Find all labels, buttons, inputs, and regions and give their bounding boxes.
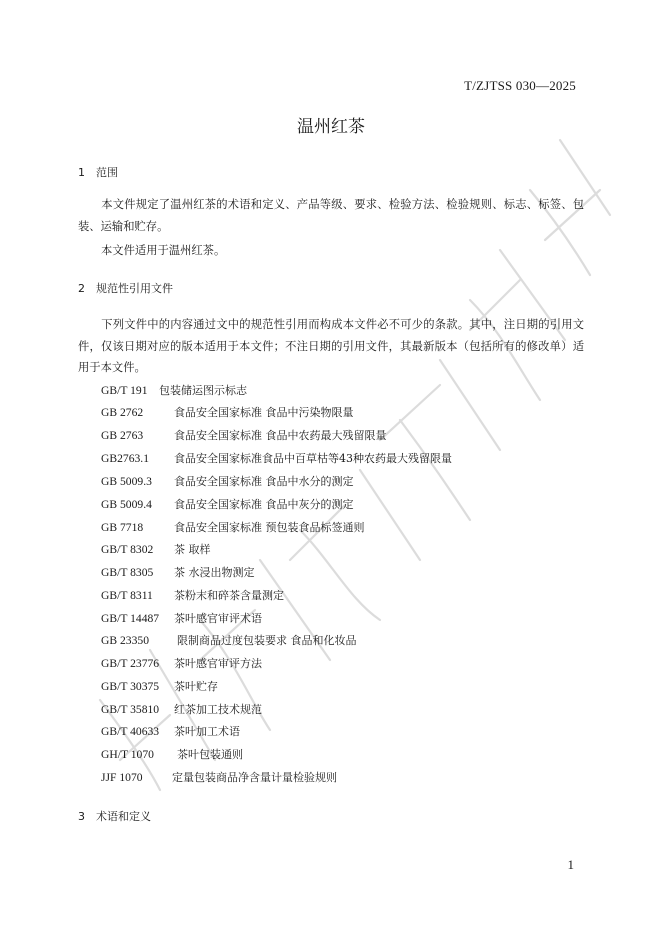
reference-item xyxy=(101,451,452,467)
reference-item xyxy=(101,428,387,444)
reference-item xyxy=(101,474,354,490)
reference-code: JJF 1070 xyxy=(101,771,143,784)
scope-paragraph-1 xyxy=(78,194,584,237)
reference-code: GB2763.1 xyxy=(101,452,149,465)
reference-title: 食品安全国家标准 食品中水分的测定 xyxy=(174,475,354,488)
reference-code: GB/T 14487 xyxy=(101,612,160,625)
reference-code: GB 5009.3 xyxy=(101,475,152,488)
page-number: 1 xyxy=(567,857,574,872)
section-heading-terms-definitions xyxy=(78,808,151,824)
reference-code: GB 7718 xyxy=(101,521,144,534)
reference-title: 茶叶感官审评术语 xyxy=(174,612,262,625)
scope-text-2: 本文件适用于温州红茶。 xyxy=(101,244,226,257)
reference-title: 茶叶包装通则 xyxy=(177,748,243,761)
reference-title: 茶叶加工术语 xyxy=(174,725,240,738)
reference-title: 包装储运图示标志 xyxy=(159,384,247,397)
reference-code: GB/T 8311 xyxy=(101,589,153,602)
reference-title: 食品安全国家标准 预包装食品标签通则 xyxy=(174,521,365,534)
section-title: 规范性引用文件 xyxy=(96,282,173,295)
reference-item xyxy=(101,588,284,604)
reference-code: GB/T 35810 xyxy=(101,703,160,716)
page-title: 温州红茶 xyxy=(297,117,365,137)
scope-paragraph-2 xyxy=(78,240,584,262)
section-number: 1 xyxy=(78,166,85,179)
reference-item xyxy=(101,405,354,421)
reference-item xyxy=(101,497,354,513)
section-number: 3 xyxy=(78,810,85,823)
reference-item xyxy=(101,611,262,627)
reference-item xyxy=(101,702,262,718)
reference-item xyxy=(101,542,211,558)
reference-code: GB 5009.4 xyxy=(101,498,152,511)
reference-item xyxy=(101,565,255,581)
reference-title: 红茶加工技术规范 xyxy=(174,703,262,716)
reference-code: GB 2762 xyxy=(101,406,144,419)
reference-code: GB 2763 xyxy=(101,429,144,442)
reference-title: 茶叶感官审评方法 xyxy=(174,657,262,670)
reference-code: GB/T 23776 xyxy=(101,657,160,670)
reference-item xyxy=(101,724,240,740)
reference-code: GB 23350 xyxy=(101,634,149,647)
normative-intro-text: 下列文件中的内容通过文中的规范性引用而构成本文件必不可少的条款。其中，注日期的引用文件，仅该日期对应的版本适用于本文件；不注日期的引用文件，其最新版本（包括所有的修改单）适用于本文件。 xyxy=(78,318,584,374)
reference-title: 茶叶贮存 xyxy=(174,680,218,693)
reference-title: 食品安全国家标准食品中百草枯等43种农药最大残留限量 xyxy=(174,452,452,465)
reference-title: 定量包装商品净含量计量检验规则 xyxy=(172,771,337,784)
section-heading-scope xyxy=(78,164,118,180)
reference-item xyxy=(101,383,247,399)
reference-code: GB/T 8305 xyxy=(101,566,154,579)
reference-item xyxy=(101,520,365,536)
reference-code: GB/T 191 xyxy=(101,384,148,397)
scope-text-1: 本文件规定了温州红茶的术语和定义、产品等级、要求、检验方法、检验规则、标志、标签、包装、运输和贮存。 xyxy=(78,198,584,233)
reference-item xyxy=(101,747,243,763)
section-title: 范围 xyxy=(96,166,118,179)
reference-title: 茶 取样 xyxy=(174,543,211,556)
reference-title: 食品安全国家标准 食品中灰分的测定 xyxy=(174,498,354,511)
reference-title: 茶粉末和碎茶含量测定 xyxy=(174,589,284,602)
reference-item xyxy=(101,633,357,649)
document-code: T/ZJTSS 030—2025 xyxy=(464,78,576,93)
reference-title: 食品安全国家标准 食品中农药最大残留限量 xyxy=(174,429,387,442)
reference-code: GH/T 1070 xyxy=(101,748,154,761)
reference-item xyxy=(101,656,262,672)
reference-title: 限制商品过度包装要求 食品和化妆品 xyxy=(177,634,357,647)
reference-code: GB/T 8302 xyxy=(101,543,154,556)
reference-item xyxy=(101,770,337,786)
section-number: 2 xyxy=(78,282,85,295)
normative-intro-paragraph xyxy=(78,314,584,379)
section-heading-normative-references xyxy=(78,280,173,296)
reference-item xyxy=(101,679,218,695)
reference-code: GB/T 40633 xyxy=(101,725,160,738)
reference-code: GB/T 30375 xyxy=(101,680,160,693)
reference-title: 食品安全国家标准 食品中污染物限量 xyxy=(174,406,354,419)
reference-title: 茶 水浸出物测定 xyxy=(174,566,255,579)
section-title: 术语和定义 xyxy=(96,810,151,823)
